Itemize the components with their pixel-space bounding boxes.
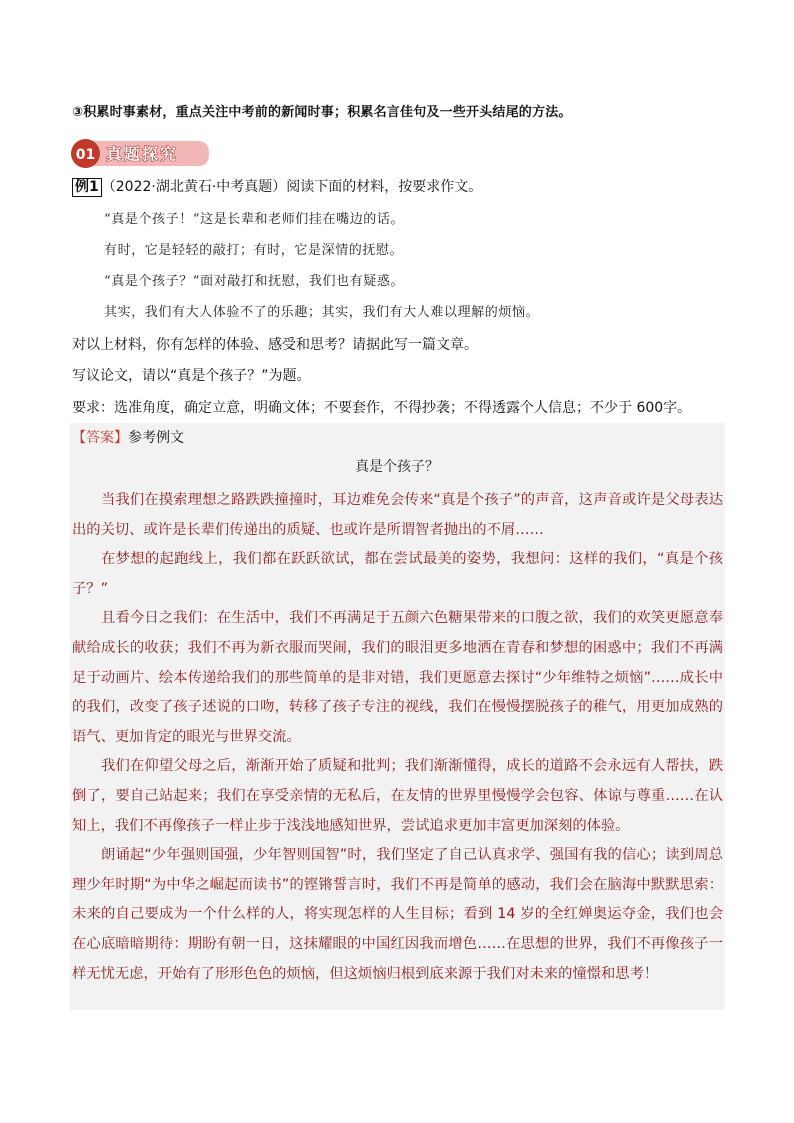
essay-paragraph: 我们在仰望父母之后，渐渐开始了质疑和批判；我们渐渐懂得，成长的道路不会永远有人帮扶，跌倒了，要自己站起来；我们在享受亲情的无私后，在友情的世界里慢慢学会包容、体谅与尊重……在认知上，我们不再像孩子一样止步于浅浅地感知世界，尝试追求更加丰富更加深刻的体验。 bbox=[72, 758, 723, 834]
material-line-2: 有时，它是轻轻的敲打；有时，它是深情的抚慰。 bbox=[104, 243, 404, 258]
instruction-3: 要求：选准角度，确定立意，明确文体；不要套作，不得抄袭；不得透露个人信息；不少于 600字。 bbox=[72, 400, 692, 416]
instruction-1: 对以上材料，你有怎样的体验、感受和思考？请据此写一篇文章。 bbox=[72, 337, 478, 353]
essay-paragraph: 当我们在摸索理想之路跌跌撞撞时，耳边难免会传来“真是个孩子”的声音，这声音或许是父母表达出的关切、或许是长辈们传递出的质疑、也或许是所谓智者抛出的不屑…… bbox=[72, 492, 723, 538]
essay-body bbox=[72, 486, 723, 989]
material-line-4: 其实，我们有大人体验不了的乐趣；其实，我们有大人难以理解的烦恼。 bbox=[104, 305, 540, 320]
section-title: 真题探究 bbox=[106, 144, 179, 164]
question-source: （2022·湖北黄石·中考真题）阅读下面的材料，按要求作文。 bbox=[101, 179, 483, 195]
intro-line: ③积累时事素材，重点关注中考前的新闻时事；积累名言佳句及一些开头结尾的方法。 bbox=[72, 105, 572, 120]
material-line-1: “真是个孩子！”这是长辈和老师们挂在嘴边的话。 bbox=[104, 212, 405, 227]
essay-paragraph: 且看今日之我们：在生活中，我们不再满足于五颜六色糖果带来的口腹之欲，我们的欢笑更愿意奉献给成长的收获；我们不再为新衣服而哭闹，我们的眼泪更多地洒在青春和梦想的困惑中；我们不再满足于动画片、绘本传递给我们的那些简单的是非对错，我们更愿意去探讨“少年维特之烦恼”……成长中的我们，改变了孩子述说的口吻，转移了孩子专注的视线，我们在慢慢摆脱孩子的稚气，用更加成熟的语气、更加肯定的眼光与世界交流。 bbox=[72, 610, 723, 745]
question-header bbox=[72, 176, 482, 197]
essay-paragraph: 朗诵起“少年强则国强，少年智则国智”时，我们坚定了自己认真求学、强国有我的信心；读到周总理少年时期“为中华之崛起而读书”的铿锵誓言时，我们不再是简单的感动，我们会在脑海中默默思索：未来的自己要成为一个什么样的人，将实现怎样的人生目标；看到 14 岁的全红婵奥运夺金，我们也会在心底暗暗期待：期盼有朝一日，这抹耀眼的中国红因我而增色……在思想的世界，我们不再像孩子一样无忧无虑，开始有了形形色色的烦恼，但这烦恼归根到底来源于我们对未来的憧憬和思考！ bbox=[72, 847, 723, 982]
answer-tag: 【答案】 bbox=[72, 430, 128, 446]
answer-label-suffix: 参考例文 bbox=[128, 430, 184, 446]
essay-title: 真是个孩子？ bbox=[355, 459, 439, 475]
section-banner bbox=[70, 138, 212, 169]
essay-paragraph: 在梦想的起跑线上，我们都在跃跃欲试，都在尝试最美的姿势，我想问：这样的我们，“真是个孩子？” bbox=[72, 551, 723, 597]
section-banner-shape bbox=[70, 138, 212, 169]
instruction-2: 写议论文，请以“真是个孩子？”为题。 bbox=[72, 368, 311, 384]
material-line-3: “真是个孩子？”面对敲打和抚慰，我们也有疑惑。 bbox=[104, 274, 405, 289]
example-tag: 例1 bbox=[72, 178, 102, 197]
answer-label bbox=[72, 427, 184, 447]
section-number: 01 bbox=[75, 147, 96, 163]
